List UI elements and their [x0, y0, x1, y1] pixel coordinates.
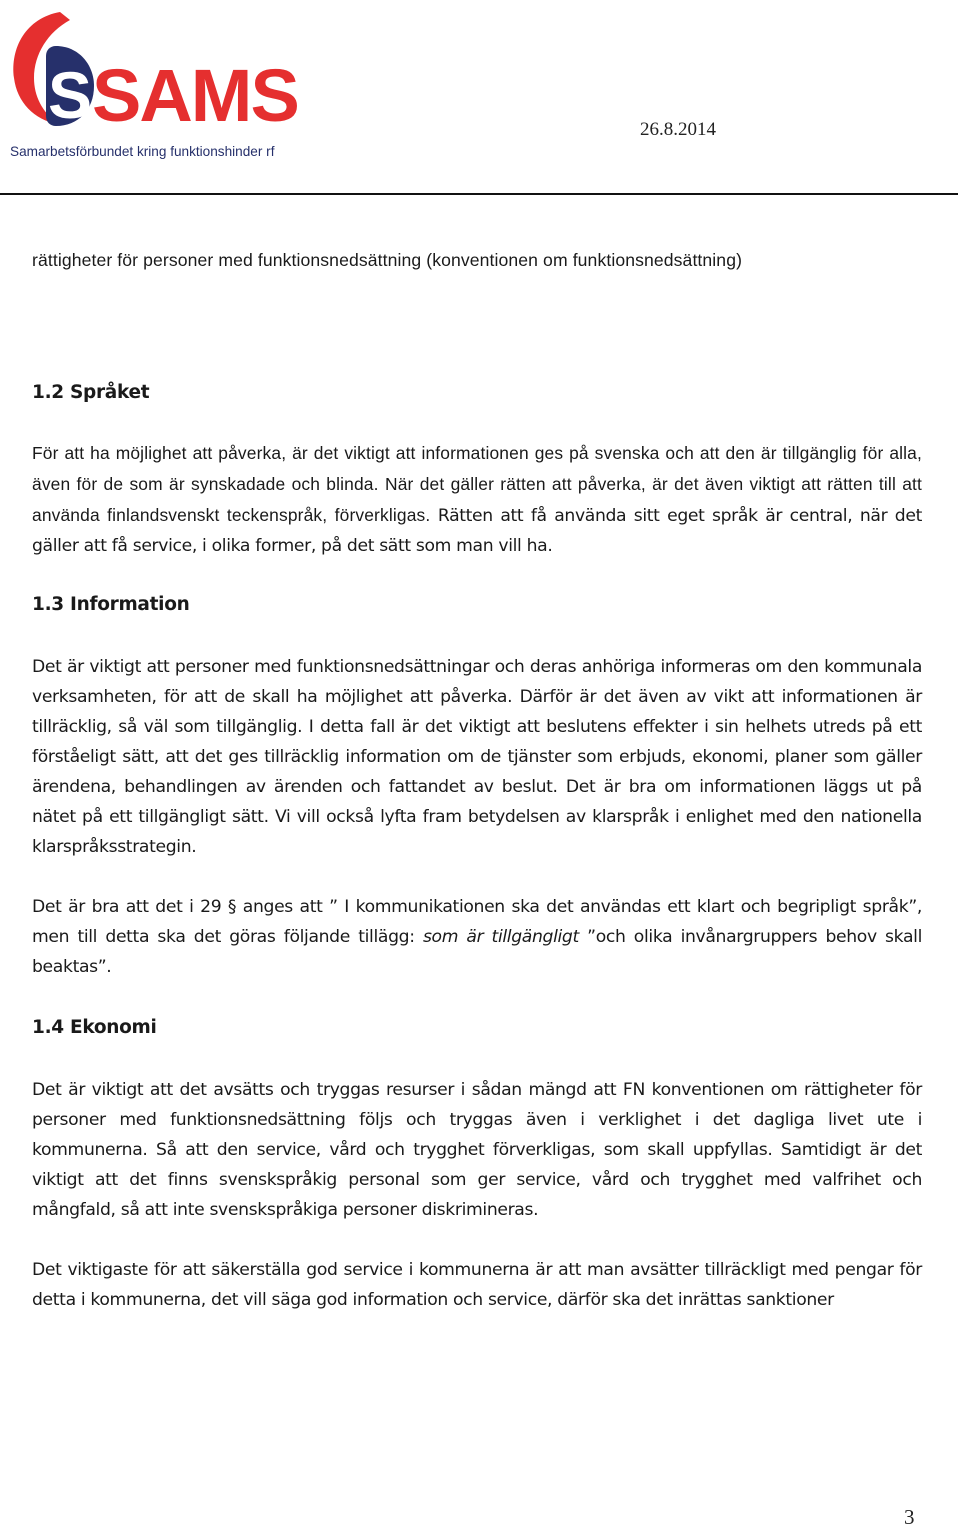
page-number: 3 — [904, 1505, 915, 1529]
section-heading-information: 1.3 Information — [32, 594, 190, 615]
paragraph-sprak — [32, 438, 922, 561]
svg-text:Samarbetsförbundet kring funkt: Samarbetsförbundet kring funktionshinder rf — [10, 144, 275, 159]
paragraph-sprak-part3: Rätten att få använda sitt eget språk är central, när det gäller att få service, i olika former, på det sätt som man vill ha. — [32, 506, 922, 556]
paragraph-ekonomi-1: Det är viktigt att det avsätts och tryggas resurser i sådan mängd att FN konventionen om rättigheter för personer med funktionsnedsättning följs och tryggas även i verklighet i det dagliga livet ute i kommunerna. Så att den service, vård och trygghet förverkligas, som skall uppfyllas. Samtidigt är det viktigt att det finns svenskspråkig personal som ger service, vård och trygghet med valfrihet och mångfald, så att inte svenskspråkiga personer diskrimineras. — [32, 1080, 922, 1220]
svg-text:SAMS: SAMS — [92, 54, 298, 137]
paragraph-information-2-end: ”och olika invånargruppers behov skall beaktas”. — [32, 927, 922, 977]
section-heading-sprak: 1.2 Språket — [32, 382, 150, 403]
paragraph-information-2-start: Det är bra att det i 29 § anges att ” I kommunikationen ska det användas ett klart och begripligt språk”, men till detta ska det göras följande tillägg: — [32, 897, 922, 947]
paragraph-sprak-part1: För att ha möjlighet att påverka, är det viktigt att informationen ges på svenska och att den är tillgänglig för alla, även för de som är synskadade och blinda. — [32, 443, 922, 494]
paragraph-information-2-italic: som är tillgängligt — [422, 927, 579, 947]
svg-text:S: S — [48, 58, 93, 132]
paragraph-information-2 — [32, 892, 922, 982]
document-date: 26.8.2014 — [640, 119, 716, 140]
continued-line: rättigheter för personer med funktionsnedsättning (konventionen om funktionsnedsättning) — [32, 250, 743, 270]
sams-logo — [8, 10, 308, 165]
paragraph-information-1: Det är viktigt att personer med funktionsnedsättningar och deras anhöriga informeras om den kommunala verksamheten, för att de skall ha möjlighet att påverka. Därför är det även av vikt att informationen är tillräcklig, så väl som tillgänglig. I detta fall är det viktigt att beslutens effekter i sin helhets utreds på ett förståeligt sätt, att det ges tillräcklig information om de tjänster som erbjuds, ekonomi, planer som gäller ärendena, behandlingen av ärenden och fattandet av beslut. Det är bra om informationen läggs ut på nätet på ett tillgängligt sätt. Vi vill också lyfta fram betydelsen av klarspråk i enlighet med den nationella klarspråksstrategin. — [32, 657, 922, 857]
header-divider — [0, 193, 958, 195]
paragraph-sprak-part2: När det gäller rätten att påverka, är det även viktigt att rätten till att använda finlandsvenskt teckenspråk, förverkligas. — [32, 474, 922, 525]
sams-logo-graphic — [8, 10, 308, 165]
section-heading-ekonomi: 1.4 Ekonomi — [32, 1017, 157, 1038]
paragraph-ekonomi-2: Det viktigaste för att säkerställa god service i kommunerna är att man avsätter tillräckligt med pengar för detta i kommunerna, det vill säga god information och service, därför ska det inrättas sanktioner — [32, 1260, 922, 1310]
